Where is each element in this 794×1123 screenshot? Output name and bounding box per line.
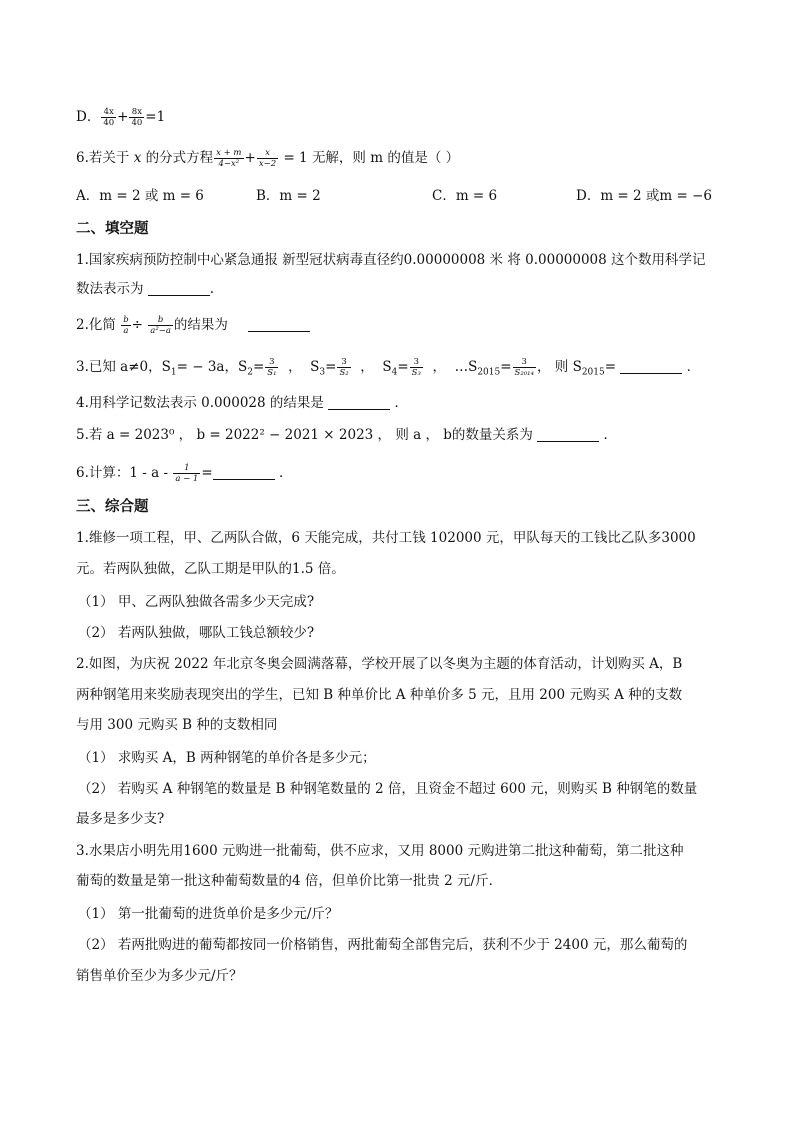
plus-sign: + — [244, 150, 256, 166]
question-text: 的分式方程 — [145, 150, 214, 166]
equals-sign: = — [201, 465, 213, 481]
denominator: x−2 — [258, 159, 277, 169]
question-text: 数法表示为 — [76, 281, 144, 297]
equation-rhs: = 1 — [283, 150, 308, 166]
fill-1-line-2 — [76, 279, 734, 299]
subscript: 2015 — [477, 367, 501, 378]
numerator: x + m — [216, 148, 242, 158]
denominator: S₂₀₁₄ — [514, 368, 534, 378]
fraction — [410, 357, 423, 378]
fill-2 — [76, 315, 734, 336]
question-text: 的结果为 — [173, 317, 228, 333]
numerator: 3 — [410, 357, 423, 368]
numerator: 3 — [337, 357, 350, 368]
plus-sign: + — [117, 109, 129, 125]
fraction — [121, 315, 130, 336]
answer-blank — [148, 281, 210, 296]
c3-sub-2a: （2） 若两批购进的葡萄都按同一价格销售，两批葡萄全部售完后，获利不少于 2400 元，那么葡萄的 — [78, 937, 688, 953]
q5-option-d — [76, 107, 734, 128]
question-text: 5.若 a = 2023⁰ ， b = 2022² − 2021 × 2023 ， 则 a ， b的数量关系为 — [76, 427, 533, 443]
c3-line-1: 3.水果店小明先用1600 元购进一批葡萄，供不应求，又用 8000 元购进第二批这种葡萄，第二批这种 — [76, 843, 684, 859]
numerator: x — [257, 148, 278, 159]
option-a: A．m = 2 或 m = 6 — [76, 188, 204, 204]
question-text: 3.已知 a≠0，S — [76, 359, 171, 375]
ellipsis: …S — [454, 359, 478, 375]
denominator: S₁ — [267, 368, 277, 378]
fraction — [173, 463, 200, 484]
numerator: 3 — [513, 357, 536, 368]
denominator: a²−a — [150, 326, 171, 336]
c3-sub-1: （1） 第一批葡萄的进货单价是多少元/斤？ — [78, 906, 339, 922]
fraction — [101, 107, 116, 128]
fraction — [513, 357, 536, 378]
subscript: 2 — [247, 367, 253, 378]
denominator: a − 1 — [175, 474, 199, 484]
fill-3: 3.已知 a≠0，$S_1= - 3a$，$S_2=$ $\frac{3}{\text{S₁}}$ ， $S_3=$ $\frac{3}{\text{S₂}}$ ， $S_4=$ $\frac{3}{\text{S₃}}$ ， $\dots S_{2015}=$ $\frac{3}{\text{S₂₀₁₄}}$ ， 则 $S_{2015}=$ ． — [76, 357, 701, 378]
fill-5 — [76, 425, 734, 445]
equals-sign: = — [397, 359, 409, 375]
punctuation: ． — [603, 427, 618, 443]
variable: x — [133, 150, 142, 166]
question-text: 6.若关于 — [76, 150, 130, 166]
question-text: 4.用科学记数法表示 0.000028 的结果是 — [76, 395, 324, 411]
numerator: b — [123, 315, 129, 325]
section-heading-comprehensive: 三、综合题 — [76, 499, 149, 515]
numerator: b — [148, 315, 173, 326]
numerator: 8x — [129, 107, 144, 118]
fraction — [214, 148, 243, 169]
equals-sign: = — [325, 359, 337, 375]
equals-sign: = — [604, 359, 617, 375]
numerator: 3 — [265, 357, 278, 368]
fill-6 — [76, 463, 734, 484]
division-sign: ÷ — [131, 317, 143, 333]
question-6 — [76, 148, 734, 169]
option-label: D． — [76, 109, 101, 125]
fraction — [337, 357, 350, 378]
answer-blank — [620, 359, 682, 374]
c2-line-3: 与用 300 元购买 B 种的支数相同 — [76, 717, 278, 733]
numerator: 4x — [101, 107, 116, 118]
denominator: S₃ — [411, 368, 421, 378]
equals-sign: = — [252, 359, 265, 375]
fill-4 — [76, 393, 734, 413]
answer-blank — [248, 317, 310, 332]
question-text: 6.计算：1 - a - — [76, 465, 169, 481]
c3-sub-2b: 销售单价至少为多少元/斤？ — [76, 968, 243, 984]
option-d: D．m = 2 或m = −6 — [576, 188, 712, 204]
answer-blank — [537, 427, 599, 442]
question-text: = − 3a，S — [176, 359, 248, 375]
answer-blank — [328, 395, 390, 410]
c1-sub-2: （2） 若两队独做，哪队工钱总额较少? — [78, 625, 315, 641]
punctuation: . — [209, 281, 215, 297]
punctuation: ． — [394, 395, 408, 411]
equals-sign: = — [500, 359, 512, 375]
fraction — [148, 315, 173, 336]
c2-line-2: 两种钢笔用来奖励表现突出的学生，已知 B 种单价比 A 种单价多 5 元，且用 200 元购买 A 种的支数 — [76, 687, 683, 703]
denominator: a — [123, 326, 129, 336]
c2-line-1: 2.如图，为庆祝 2022 年北京冬奥会圆满落幕，学校开展了以冬奥为主题的体育活动，计划购买 A，B — [76, 656, 683, 672]
denominator: 40 — [103, 118, 115, 128]
fraction — [129, 107, 144, 128]
punctuation: ． — [278, 465, 293, 481]
section-heading-fill-blank: 二、填空题 — [76, 221, 149, 237]
denominator: 40 — [131, 118, 143, 128]
c1-line-1: 1.维修一项工程，甲、乙两队合做，6 天能完成，共付工钱 102000 元，甲队每天的工钱比乙队多3000 — [76, 530, 696, 546]
fraction — [265, 357, 278, 378]
c3-line-2: 葡萄的数量是第一批这种葡萄数量的4 倍，但单价比第一批贵 2 元/斤． — [76, 873, 503, 889]
fraction — [257, 148, 278, 169]
denominator: 4−x² — [218, 159, 240, 169]
option-b: B．m = 2 — [256, 188, 321, 204]
subscript: 2015 — [581, 367, 605, 378]
answer-blank — [213, 465, 275, 480]
question-text: ， 则 S — [536, 359, 582, 375]
question-text: 2.化简 — [76, 317, 116, 333]
punctuation: ． — [686, 359, 701, 375]
question-text: 无解，则 m 的值是（ ） — [311, 150, 460, 166]
subscript: 3 — [319, 367, 326, 378]
fill-1-line-1: 1.国家疾病预防控制中心紧急通报 新型冠状病毒直径约0.00000008 米 将 0.00000008 这个数用科学记 — [76, 252, 706, 268]
c2-sub-2a: （2） 若购买 A 种钢笔的数量是 B 种钢笔数量的 2 倍，且资金不超过 600 元，则购买 B 种钢笔的数量 — [78, 781, 698, 797]
numerator: 1 — [173, 463, 200, 474]
subscript: 4 — [391, 367, 398, 378]
c1-sub-1: （1） 甲、乙两队独做各需多少天完成? — [78, 594, 315, 610]
c1-line-2: 元。若两队独做，乙队工期是甲队的1.5 倍。 — [76, 561, 345, 577]
c2-sub-2b: 最多是多少支? — [76, 811, 165, 827]
c2-sub-1: （1） 求购买 A，B 两种钢笔的单价各是多少元； — [78, 750, 376, 766]
option-c: C．m = 6 — [432, 188, 498, 204]
equation-rhs: =1 — [145, 109, 166, 125]
subscript: 1 — [170, 367, 177, 378]
denominator: S₂ — [339, 368, 349, 378]
